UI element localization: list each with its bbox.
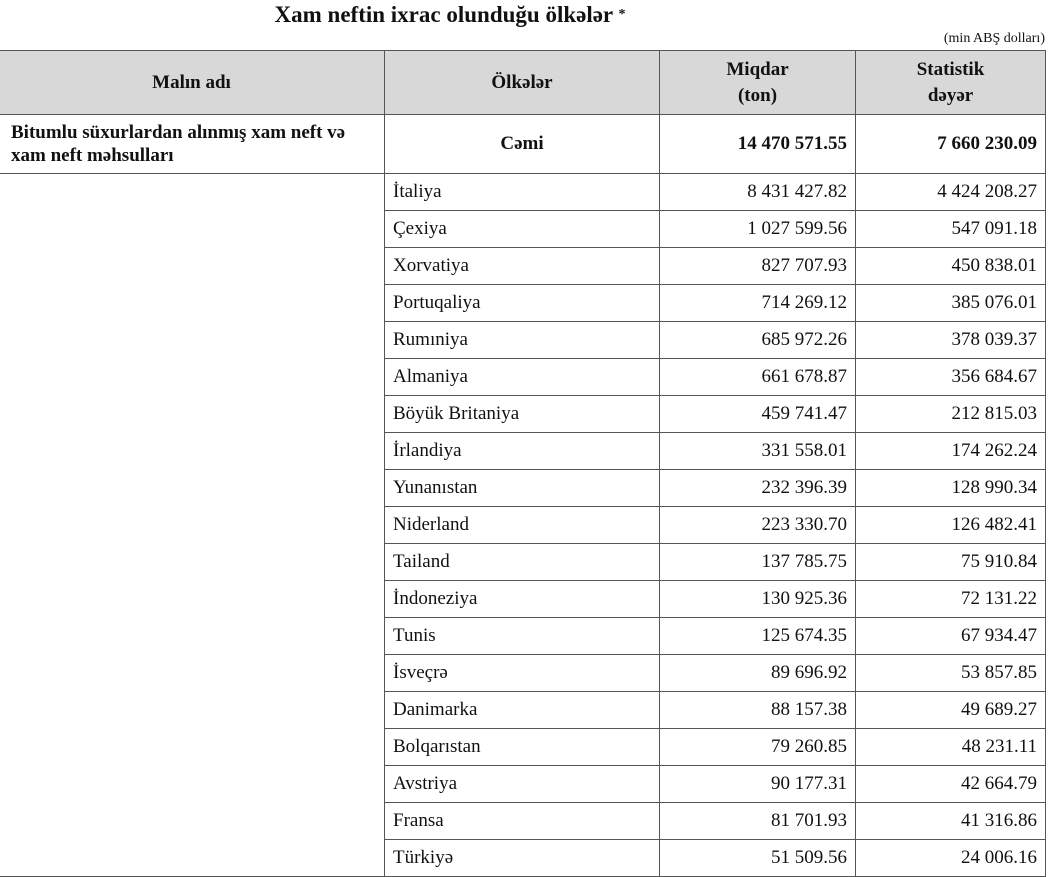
quantity-cell: 51 509.56 [660,840,856,877]
quantity-cell: 137 785.75 [660,544,856,581]
total-quantity: 14 470 571.55 [660,115,856,174]
value-cell: 547 091.18 [856,211,1046,248]
country-cell: İrlandiya [385,433,660,470]
country-cell: Rumıniya [385,322,660,359]
header-value-line1: Statistik [916,58,985,80]
header-quantity-line1: Miqdar [726,58,789,80]
value-cell: 48 231.11 [856,729,1046,766]
header-quantity [660,51,856,115]
value-cell: 385 076.01 [856,285,1046,322]
page-title [0,0,900,30]
header-product: Malın adı [0,51,385,115]
title-text: Xam neftin ixrac olunduğu ölkələr [274,2,613,27]
country-cell: Tailand [385,544,660,581]
country-cell: Fransa [385,803,660,840]
quantity-cell: 90 177.31 [660,766,856,803]
country-cell: Portuqaliya [385,285,660,322]
quantity-cell: 459 741.47 [660,396,856,433]
value-cell: 4 424 208.27 [856,174,1046,211]
value-cell: 126 482.41 [856,507,1046,544]
title-footnote-mark: * [618,7,626,22]
country-cell: Almaniya [385,359,660,396]
quantity-cell: 714 269.12 [660,285,856,322]
value-cell: 67 934.47 [856,618,1046,655]
quantity-cell: 232 396.39 [660,470,856,507]
table-row [0,174,1046,211]
quantity-cell: 1 027 599.56 [660,211,856,248]
product-name: Bitumlu süxurlardan alınmış xam neft və xam neft məhsulları [0,115,385,174]
country-cell: Xorvatiya [385,248,660,285]
value-cell: 53 857.85 [856,655,1046,692]
country-cell: İtaliya [385,174,660,211]
quantity-cell: 130 925.36 [660,581,856,618]
quantity-cell: 661 678.87 [660,359,856,396]
value-cell: 72 131.22 [856,581,1046,618]
country-cell: Yunanıstan [385,470,660,507]
total-row [0,115,1046,174]
country-cell: Bolqarıstan [385,729,660,766]
country-cell: Türkiyə [385,840,660,877]
country-cell: İndoneziya [385,581,660,618]
value-cell: 450 838.01 [856,248,1046,285]
header-value [856,51,1046,115]
value-cell: 41 316.86 [856,803,1046,840]
header-row [0,51,1046,115]
value-cell: 378 039.37 [856,322,1046,359]
value-cell: 24 006.16 [856,840,1046,877]
total-label: Cəmi [385,115,660,174]
product-cell-blank [0,174,385,877]
value-cell: 212 815.03 [856,396,1046,433]
header-value-line2: dəyər [927,84,974,106]
quantity-cell: 125 674.35 [660,618,856,655]
country-cell: Avstriya [385,766,660,803]
country-cell: Çexiya [385,211,660,248]
country-cell: Niderland [385,507,660,544]
value-cell: 42 664.79 [856,766,1046,803]
header-countries: Ölkələr [385,51,660,115]
value-cell: 128 990.34 [856,470,1046,507]
country-cell: Böyük Britaniya [385,396,660,433]
export-table [0,50,1046,877]
country-cell: Danimarka [385,692,660,729]
quantity-cell: 685 972.26 [660,322,856,359]
country-cell: Tunis [385,618,660,655]
quantity-cell: 223 330.70 [660,507,856,544]
header-quantity-line2: (ton) [737,84,778,106]
quantity-cell: 79 260.85 [660,729,856,766]
quantity-cell: 89 696.92 [660,655,856,692]
quantity-cell: 8 431 427.82 [660,174,856,211]
quantity-cell: 331 558.01 [660,433,856,470]
country-cell: İsveçrə [385,655,660,692]
quantity-cell: 88 157.38 [660,692,856,729]
quantity-cell: 827 707.93 [660,248,856,285]
total-value: 7 660 230.09 [856,115,1046,174]
quantity-cell: 81 701.93 [660,803,856,840]
value-cell: 75 910.84 [856,544,1046,581]
unit-note: (min ABŞ dolları) [943,31,1045,46]
value-cell: 174 262.24 [856,433,1046,470]
value-cell: 356 684.67 [856,359,1046,396]
value-cell: 49 689.27 [856,692,1046,729]
